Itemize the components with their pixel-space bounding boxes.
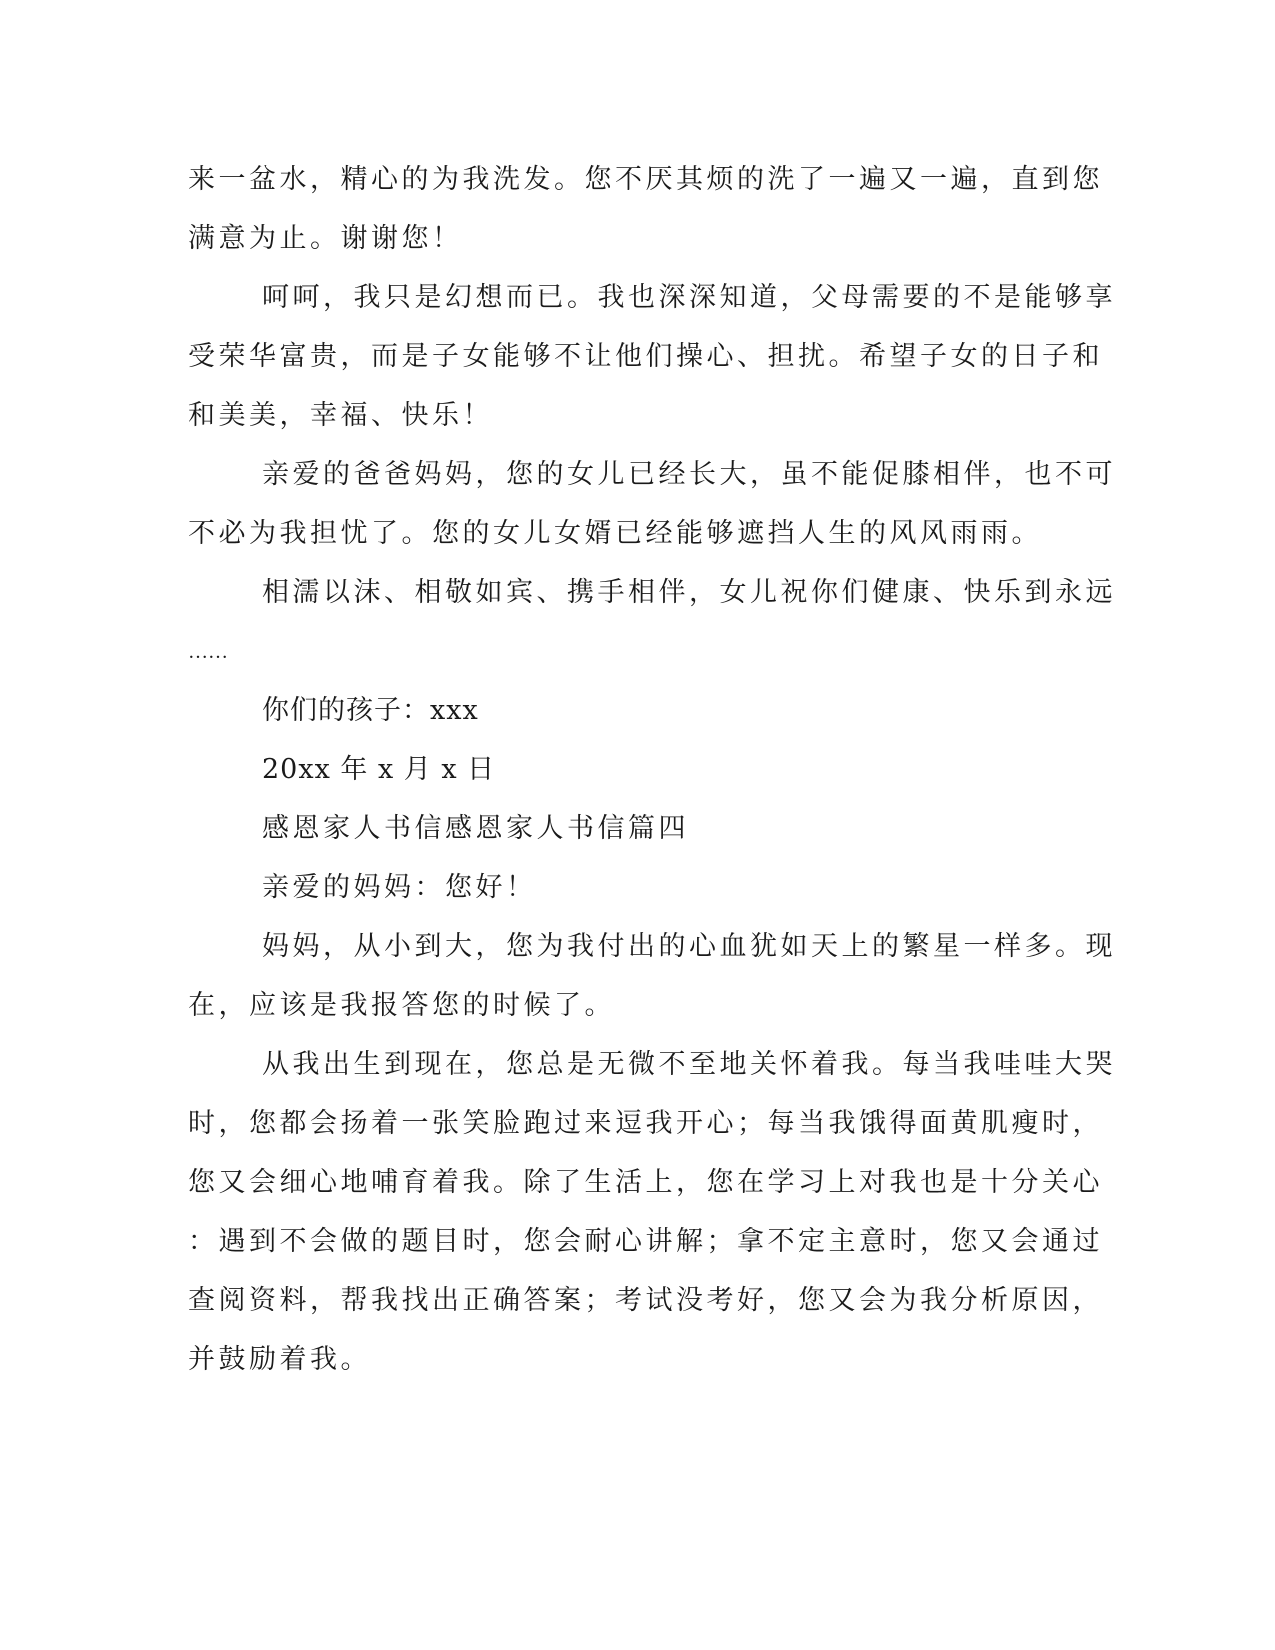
paragraph-line: 满意为止。谢谢您！ [188,223,463,254]
ellipsis-line: …… [188,641,228,663]
paragraph-line: 和美美，幸福、快乐！ [188,400,493,431]
section-heading: 感恩家人书信感恩家人书信篇四 [262,813,689,844]
paragraph-line: 查阅资料，帮我找出正确答案；考试没考好，您又会为我分析原因， [188,1285,1103,1316]
paragraph-line: 在，应该是我报答您的时候了。 [188,990,615,1021]
date-line: 20xx 年 x 月 x 日 [262,754,496,785]
paragraph-line: ：遇到不会做的题目时，您会耐心讲解；拿不定主意时，您又会通过 [188,1226,1103,1257]
salutation-line: 亲爱的妈妈：您好！ [262,872,537,903]
paragraph-line: 妈妈，从小到大，您为我付出的心血犹如天上的繁星一样多。现 [262,931,1116,962]
signature-line: 你们的孩子：xxx [262,695,479,726]
paragraph-line: 并鼓励着我。 [188,1344,371,1375]
paragraph-line: 亲爱的爸爸妈妈，您的女儿已经长大，虽不能促膝相伴，也不可 [262,459,1116,490]
paragraph-line: 来一盆水，精心的为我洗发。您不厌其烦的洗了一遍又一遍，直到您 [188,164,1103,195]
paragraph-line: 相濡以沫、相敬如宾、携手相伴，女儿祝你们健康、快乐到永远 [262,577,1116,608]
paragraph-line: 受荣华富贵，而是子女能够不让他们操心、担扰。希望子女的日子和 [188,341,1103,372]
paragraph-line: 您又会细心地哺育着我。除了生活上，您在学习上对我也是十分关心 [188,1167,1103,1198]
paragraph-line: 不必为我担忧了。您的女儿女婿已经能够遮挡人生的风风雨雨。 [188,518,1042,549]
paragraph-line: 从我出生到现在，您总是无微不至地关怀着我。每当我哇哇大哭 [262,1049,1116,1080]
paragraph-line: 时，您都会扬着一张笑脸跑过来逗我开心；每当我饿得面黄肌瘦时， [188,1108,1103,1139]
paragraph-line: 呵呵，我只是幻想而已。我也深深知道，父母需要的不是能够享 [262,282,1116,313]
